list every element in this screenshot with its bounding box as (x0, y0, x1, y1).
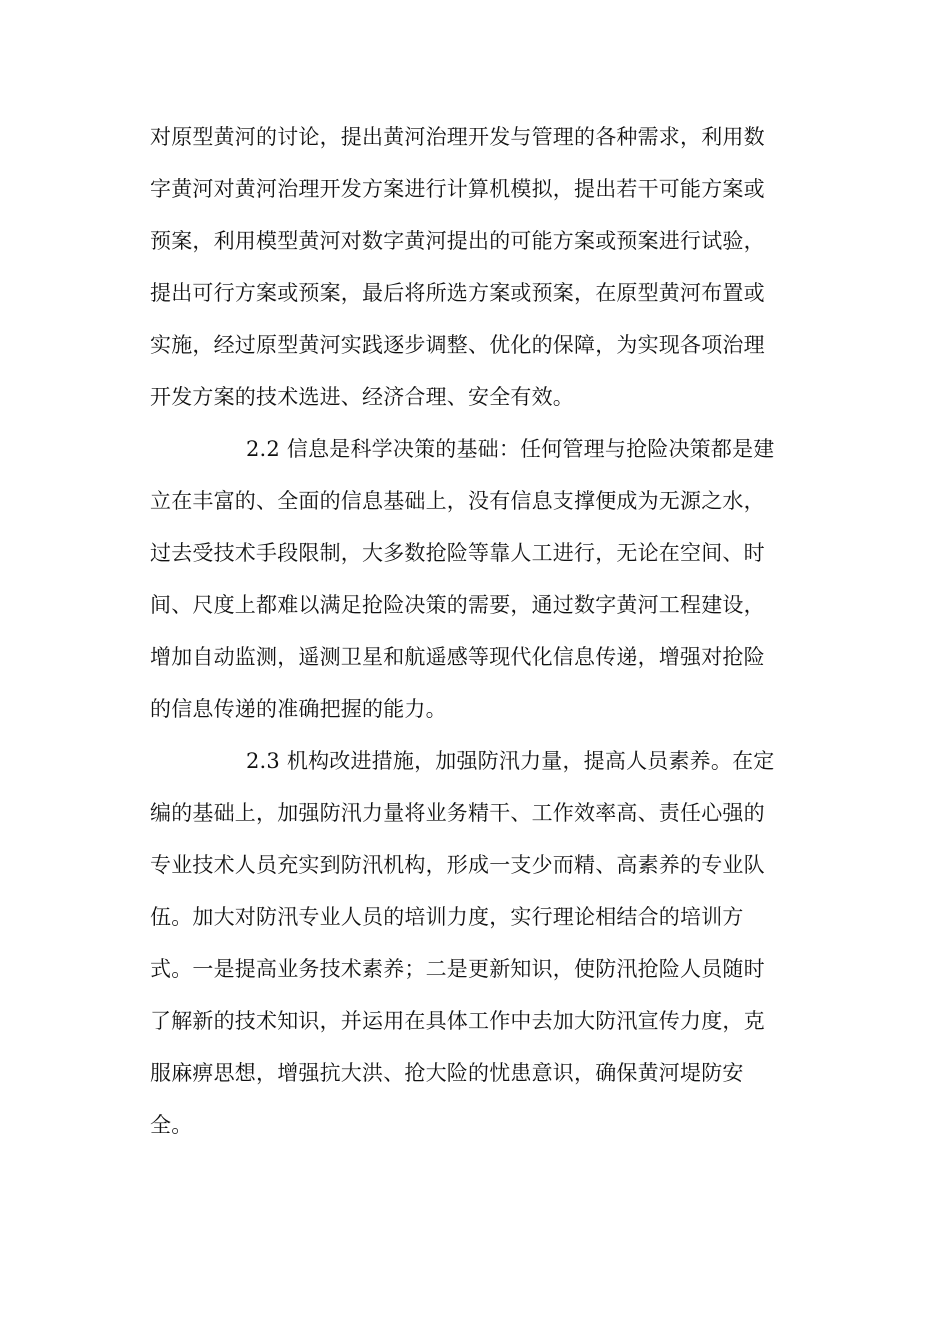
paragraph-3-line-6: 了解新的技术知识，并运用在具体工作中去加大防汛宣传力度，克 (150, 1009, 765, 1033)
paragraph-3-line-2: 编的基础上，加强防汛力量将业务精干、工作效率高、责任心强的 (150, 801, 765, 825)
paragraph-3-line-7: 服麻痹思想，增强抗大洪、抢大险的忧患意识，确保黄河堤防安 (150, 1061, 744, 1085)
paragraph-3-line-5: 式。一是提高业务技术素养；二是更新知识，使防汛抢险人员随时 (150, 957, 765, 981)
paragraph-1-line-2: 字黄河对黄河治理开发方案进行计算机模拟，提出若干可能方案或 (150, 177, 765, 201)
paragraph-2-line-5: 增加自动监测，遥测卫星和航遥感等现代化信息传递，增强对抢险 (150, 645, 765, 669)
paragraph-2-line-1: 2.2 信息是科学决策的基础：任何管理与抢险决策都是建 (246, 437, 775, 461)
paragraph-1-line-3: 预案，利用模型黄河对数字黄河提出的可能方案或预案进行试验， (150, 229, 765, 253)
paragraph-2-line-3: 过去受技术手段限制，大多数抢险等靠人工进行，无论在空间、时 (150, 541, 765, 565)
paragraph-2-line-2: 立在丰富的、全面的信息基础上，没有信息支撑便成为无源之水， (150, 489, 765, 513)
paragraph-1-line-1: 对原型黄河的讨论，提出黄河治理开发与管理的各种需求，利用数 (150, 125, 765, 149)
paragraph-3-line-4: 伍。加大对防汛专业人员的培训力度，实行理论相结合的培训方 (150, 905, 744, 929)
paragraph-3-line-3: 专业技术人员充实到防汛机构，形成一支少而精、高素养的专业队 (150, 853, 765, 877)
paragraph-1-line-5: 实施，经过原型黄河实践逐步调整、优化的保障，为实现各项治理 (150, 333, 765, 357)
paragraph-3-line-1: 2.3 机构改进措施，加强防汛力量，提高人员素养。在定 (246, 749, 775, 773)
paragraph-2-line-4: 间、尺度上都难以满足抢险决策的需要，通过数字黄河工程建设， (150, 593, 765, 617)
paragraph-1-line-4: 提出可行方案或预案，最后将所选方案或预案，在原型黄河布置或 (150, 281, 765, 305)
paragraph-2-line-6: 的信息传递的准确把握的能力。 (150, 697, 447, 721)
paragraph-1-line-6: 开发方案的技术选进、经济合理、安全有效。 (150, 385, 574, 409)
paragraph-3-line-8: 全。 (150, 1113, 193, 1137)
